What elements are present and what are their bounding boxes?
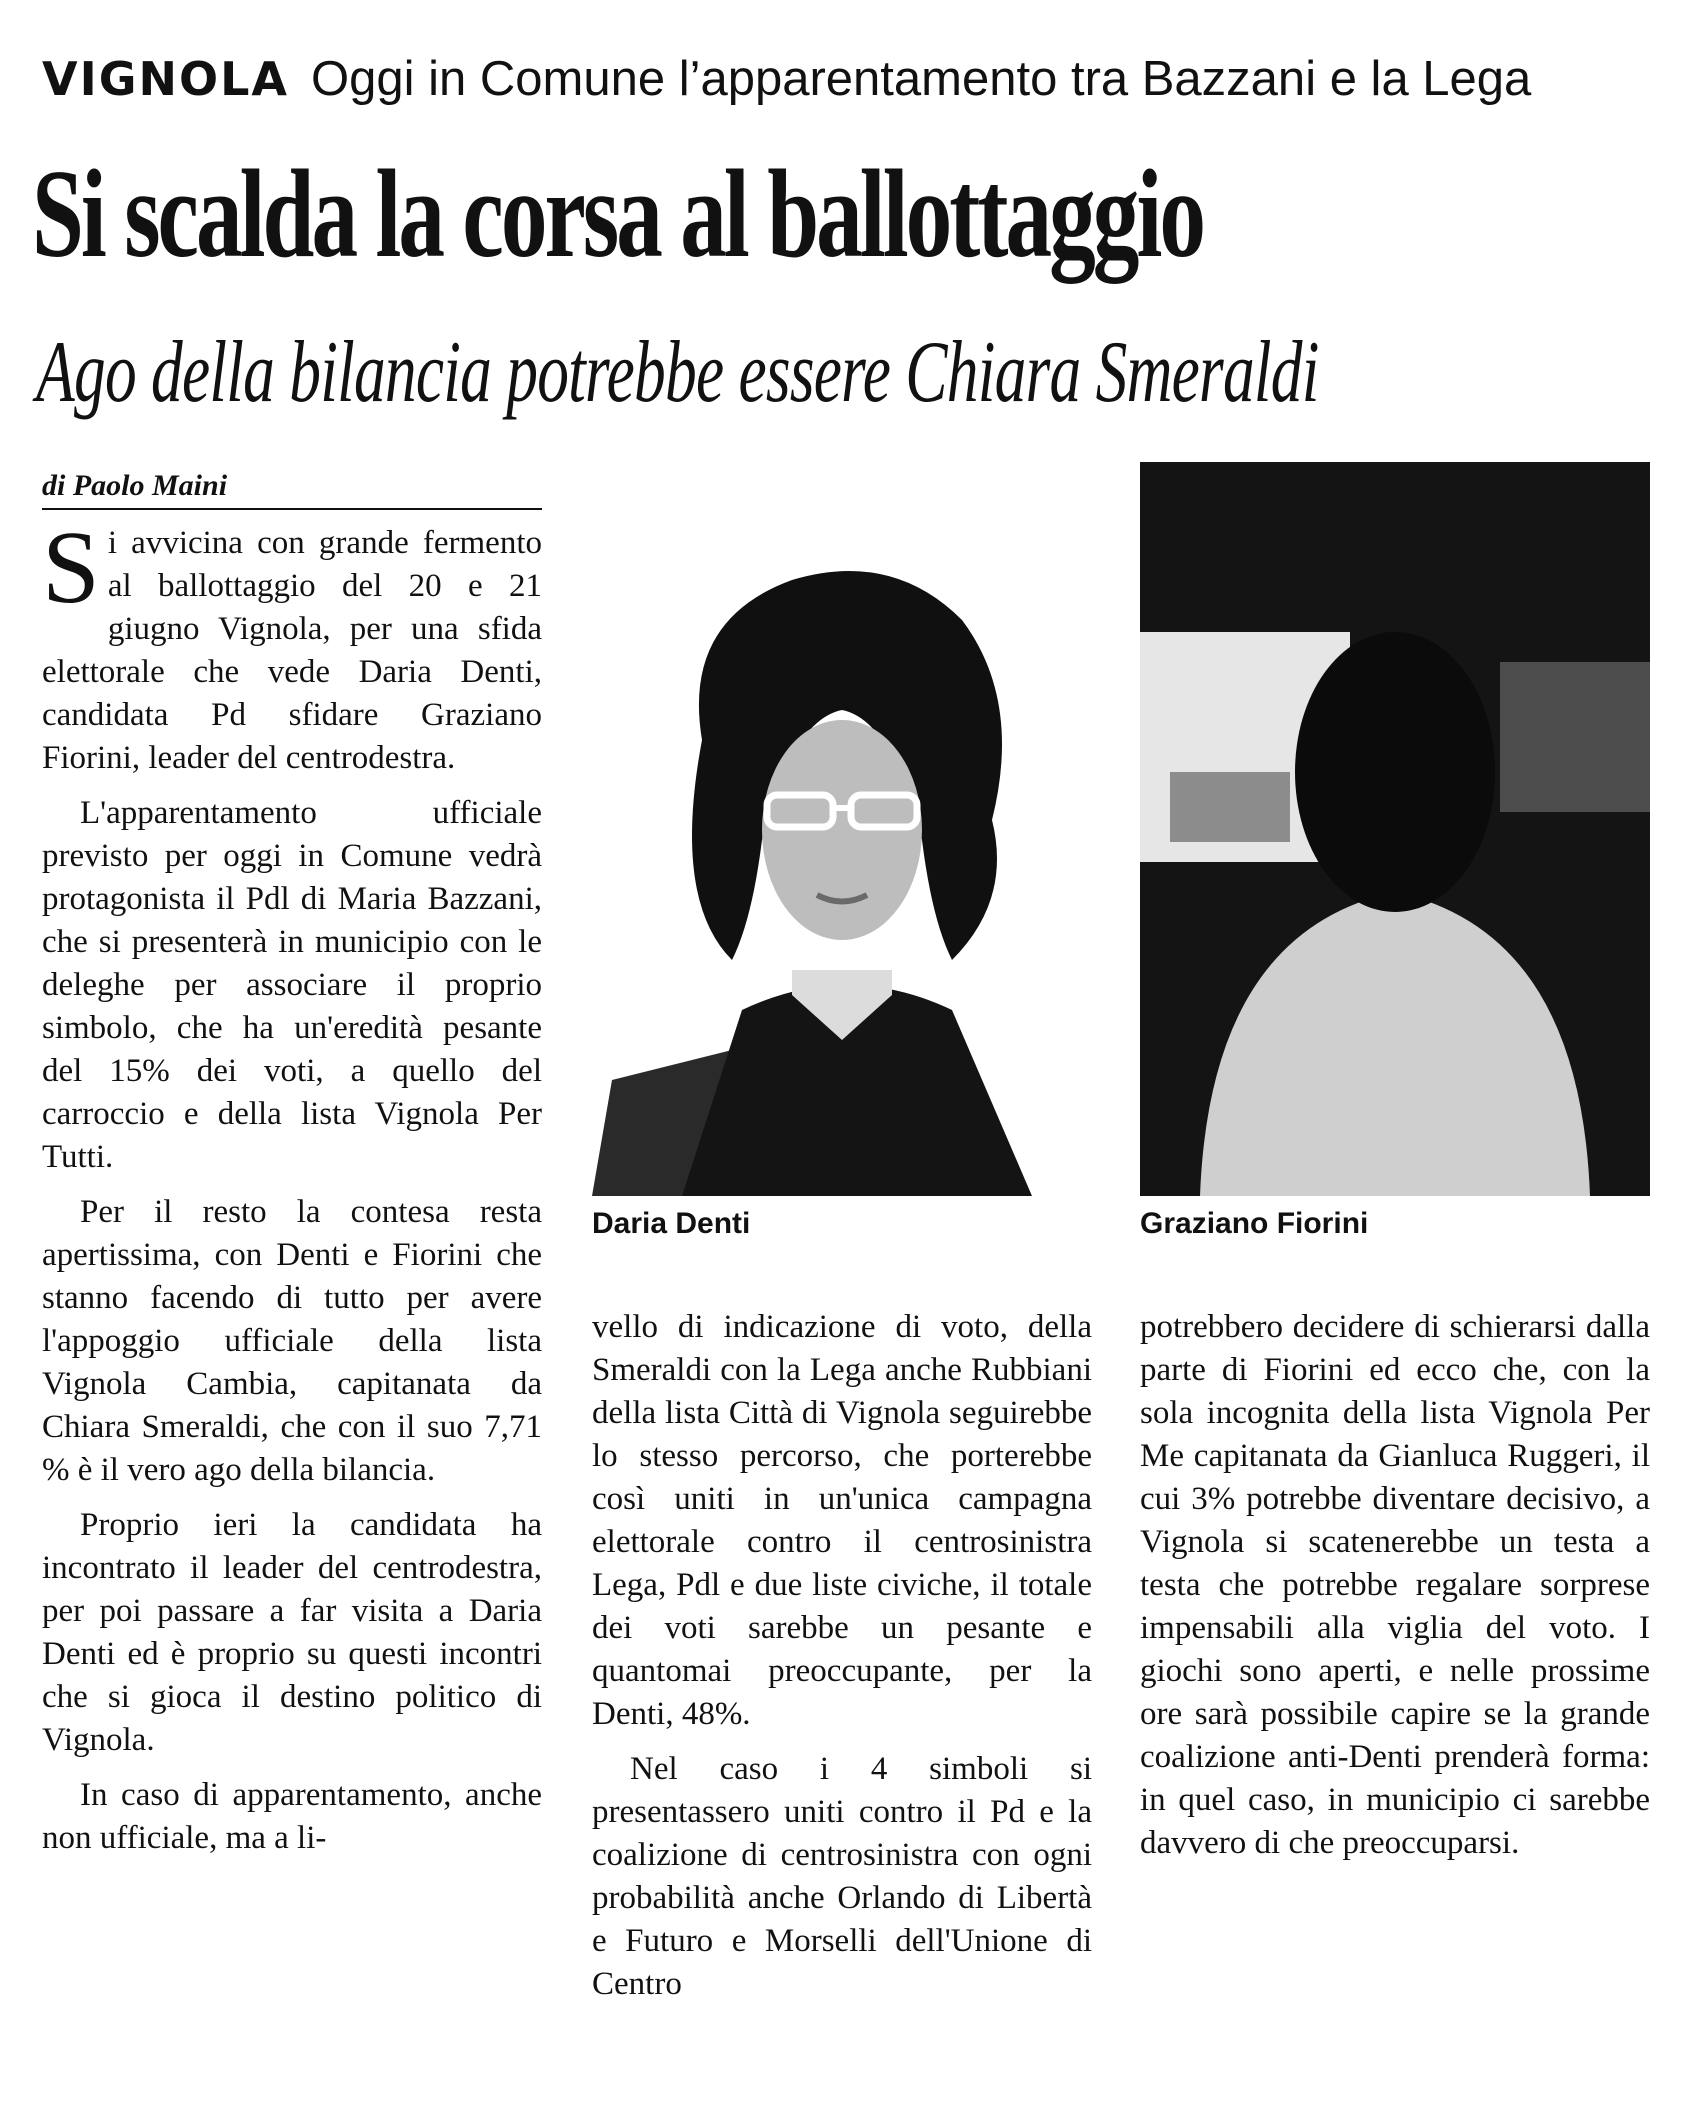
- column-1: [42, 510, 542, 1872]
- column-2: [592, 1306, 1092, 2018]
- kicker-text: Oggi in Comune l’apparentamento tra Bazzani e la Lega: [311, 52, 1532, 106]
- portrait-man-illustration: [1140, 462, 1650, 1196]
- paragraph-3: Per il resto la contesa resta apertissima, con Denti e Fiorini che stanno facendo di tutto per avere l'appoggio ufficiale della lista Vignola Cambia, capitanata da Chiara Smeraldi, che con il suo 7,71 % è il vero ago della bilancia.: [42, 1194, 542, 1488]
- kicker-place: VIGNOLA: [42, 52, 289, 106]
- paragraph-1: [42, 510, 542, 780]
- paragraph-5: In caso di apparentamento, anche non ufficiale, ma a li-: [42, 1777, 542, 1856]
- photo-daria-denti: [592, 540, 1092, 1196]
- photo-graziano-fiorini: [1140, 462, 1650, 1196]
- paragraph-2: L'apparentamento ufficiale previsto per oggi in Comune vedrà protagonista il Pdl di Maria Bazzani, che si presenterà in municipio con le deleghe per associare il proprio simbolo, che ha un'eredità pesante del 15% dei voti, a quello del carroccio e della lista Vignola Per Tutti.: [42, 795, 542, 1175]
- caption-graziano-fiorini: Graziano Fiorini: [1140, 1207, 1369, 1240]
- headline: Si scalda la corsa al ballottaggio: [32, 145, 1204, 284]
- paragraph-1-text: i avvicina con grande fermento al ballottaggio del 20 e 21 giugno Vignola, per una sfida elettorale che vede Daria Denti, candidata Pd sfidare Graziano Fiorini, leader del centrodestra.: [42, 525, 542, 776]
- paragraph-8: potrebbero decidere di schierarsi dalla parte di Fiorini ed ecco che, con la sola incognita della lista Vignola Per Me capitanata da Gianluca Ruggeri, il cui 3% potrebbe diventare decisivo, a Vignola si scatenerebbe un testa a testa che potrebbe regalare sorprese impensabili alla viglia del voto. I giochi sono aperti, e nelle prossime ore sarà possibile capire se la grande coalizione anti-Denti prenderà forma: in quel caso, in municipio ci sarebbe davvero di che preoccuparsi.: [1140, 1309, 1650, 1861]
- paragraph-4: Proprio ieri la candidata ha incontrato il leader del centrodestra, per poi passare a far visita a Daria Denti ed è proprio su questi incontri che si gioca il destino politico di Vignola.: [42, 1507, 542, 1758]
- paragraph-7: Nel caso i 4 simboli si presentassero uniti contro il Pd e la coalizione di centrosinistra con ogni probabilità anche Orlando di Libertà e Futuro e Morselli dell'Unione di Centro: [592, 1751, 1092, 2002]
- caption-daria-denti: Daria Denti: [592, 1207, 751, 1240]
- byline: di Paolo Maini: [42, 468, 542, 510]
- paragraph-6: vello di indicazione di voto, della Smeraldi con la Lega anche Rubbiani della lista Città di Vignola seguirebbe lo stesso percorso, che porterebbe così uniti in un'unica campagna elettorale contro il centrosinistra Lega, Pdl e due liste civiche, il totale dei voti sarebbe un pesante e quantomai preoccupante, per la Denti, 48%.: [592, 1309, 1092, 1732]
- kicker: [42, 48, 1652, 110]
- portrait-woman-illustration: [592, 540, 1092, 1196]
- subheadline: Ago della bilancia potrebbe essere Chiara Smeraldi: [36, 324, 1319, 421]
- dropcap: S: [42, 510, 100, 625]
- column-3: [1140, 1306, 1650, 1877]
